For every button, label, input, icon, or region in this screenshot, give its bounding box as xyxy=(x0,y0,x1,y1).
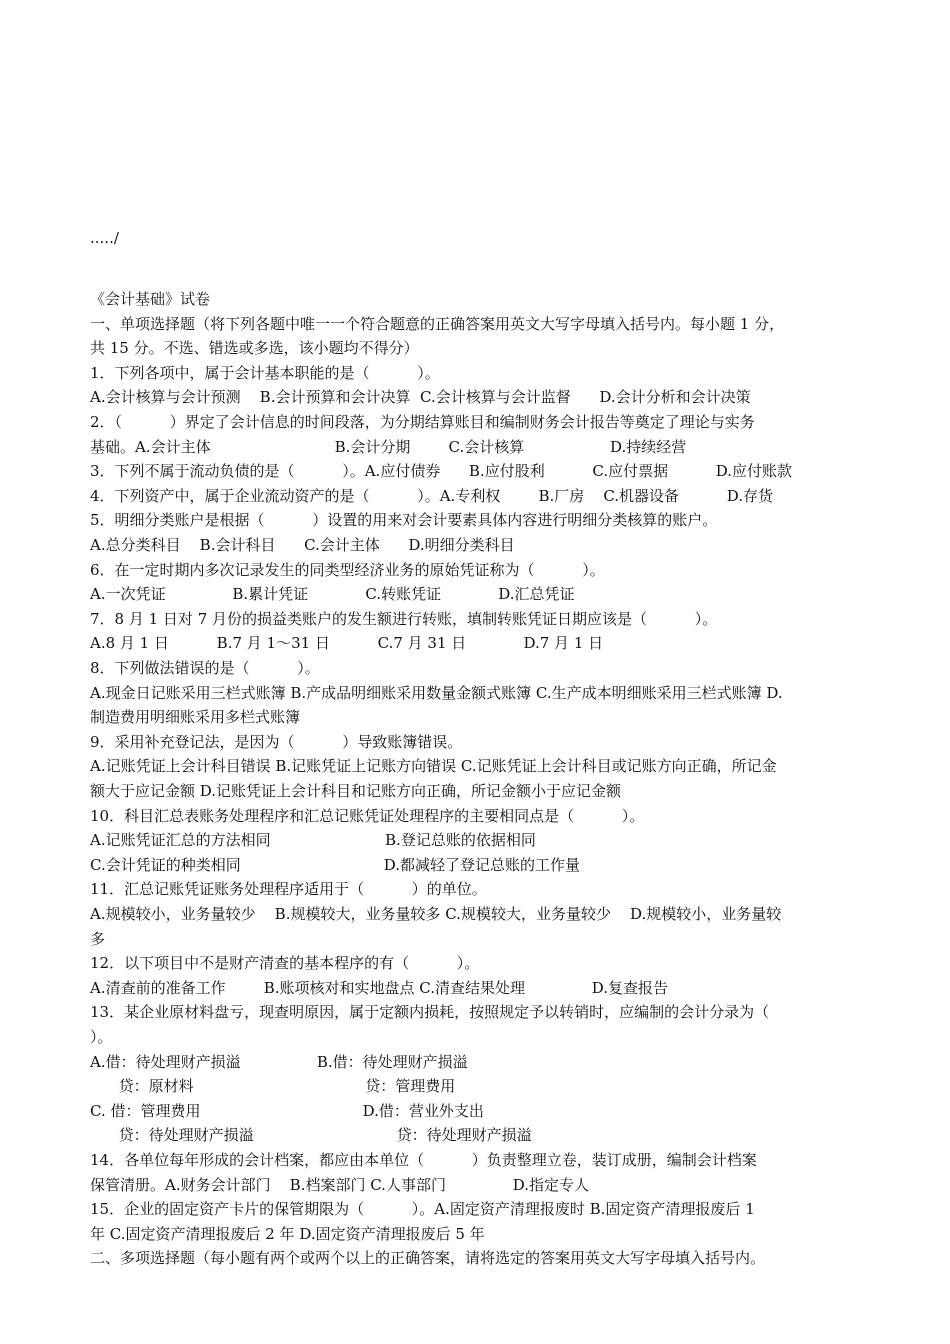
text-line-40: 二、多项选择题（每小题有两个或两个以上的正确答案，请将选定的答案用英文大写字母填入括号内。 xyxy=(90,1249,766,1267)
text-line-11: A.总分类科目 B.会计科目 C.会计主体 D.明细分类科目 xyxy=(90,536,515,554)
text-line-12: 6．在一定时期内多次记录发生的同类型经济业务的原始凭证称为（ ）。 xyxy=(90,561,605,579)
text-line-34: C. 借：管理费用 D.借：营业外支出 xyxy=(90,1102,484,1120)
text-line-27: 多 xyxy=(90,930,106,948)
section-one-heading: 一、单项选择题（将下列各题中唯一一个符合题意的正确答案用英文大写字母填入括号内。每小题 1 分， xyxy=(90,315,785,333)
text-line-38: 15．企业的固定资产卡片的保管期限为（ ）。A.固定资产清理报废时 B.固定资产清理报废后 1 xyxy=(90,1200,755,1218)
text-line-28: 12．以下项目中不是财产清查的基本程序的有（ ）。 xyxy=(90,954,480,972)
text-line-20: A.记账凭证上会计科目错误 B.记账凭证上记账方向错误 C.记账凭证上会计科目或记账方向正确，所记金 xyxy=(90,757,777,775)
header-mark: ...../ xyxy=(90,229,119,247)
text-line-13: A.一次凭证 B.累计凭证 C.转账凭证 D.汇总凭证 xyxy=(90,585,575,603)
text-line-5: A.会计核算与会计预测 B.会计预算和会计决算 C.会计核算与会计监督 D.会计分析和会计决策 xyxy=(90,388,751,406)
text-line-9: 4．下列资产中，属于企业流动资产的是（ ）。A.专利权 B.厂房 C.机器设备 D.存货 xyxy=(90,487,773,505)
text-line-18: 制造费用明细账采用多栏式账簿 xyxy=(90,708,301,726)
text-line-19: 9．采用补充登记法，是因为（ ）导致账簿错误。 xyxy=(90,733,463,751)
section-one-heading-cont: 共 15 分。不选、错选或多选，该小题均不得分） xyxy=(90,339,419,357)
text-line-33: 贷：原材料 贷：管理费用 xyxy=(90,1077,456,1095)
text-line-37: 保管清册。A.财务会计部门 B.档案部门 C.人事部门 D.指定专人 xyxy=(90,1176,589,1194)
text-line-23: A.记账凭证汇总的方法相同 B.登记总账的依据相同 xyxy=(90,831,536,849)
text-line-26: A.规模较小，业务量较少 B.规模较大，业务量较多 C.规模较大，业务量较少 D.规模较小，业务量较 xyxy=(90,905,782,923)
text-line-21: 额大于应记金额 D.记账凭证上会计科目和记账方向正确，所记金额小于应记金额 xyxy=(90,782,622,800)
text-line-36: 14．各单位每年形成的会计档案，都应由本单位（ ）负责整理立卷，装订成册，编制会计档案 xyxy=(90,1151,757,1169)
text-line-4: 1．下列各项中，属于会计基本职能的是（ ）。 xyxy=(90,364,440,382)
text-line-10: 5．明细分类账户是根据（ ）设置的用来对会计要素具体内容进行明细分类核算的账户。 xyxy=(90,511,718,529)
text-line-6: 2．（ ）界定了会计信息的时间段落，为分期结算账目和编制财务会计报告等奠定了理论与实务 xyxy=(90,413,755,431)
text-line-17: A.现金日记账采用三栏式账簿 B.产成品明细账采用数量金额式账簿 C.生产成本明细账采用三栏式账簿 D. xyxy=(90,684,783,702)
text-line-8: 3．下列不属于流动负债的是（ ）。A.应付债券 B.应付股利 C.应付票据 D.应付账款 xyxy=(90,462,793,480)
text-line-31: ）。 xyxy=(90,1028,113,1046)
text-line-29: A.清查前的准备工作 B.账项核对和实地盘点 C.清查结果处理 D.复查报告 xyxy=(90,979,669,997)
text-line-25: 11．汇总记账凭证账务处理程序适用于（ ）的单位。 xyxy=(90,880,487,898)
text-line-24: C.会计凭证的种类相同 D.都减轻了登记总账的工作量 xyxy=(90,856,581,874)
text-line-30: 13．某企业原材料盘亏，现查明原因，属于定额内损耗，按照规定予以转销时，应编制的会计分录为（ xyxy=(90,1003,770,1021)
text-line-15: A.8 月 1 日 B.7 月 1～31 日 C.7 月 31 日 D.7 月 1 日 xyxy=(90,634,604,652)
text-line-16: 8．下列做法错误的是（ ）。 xyxy=(90,659,320,677)
text-line-32: A.借：待处理财产损溢 B.借：待处理财产损溢 xyxy=(90,1053,468,1071)
exam-title: 《会计基础》试卷 xyxy=(90,290,211,308)
text-line-39: 年 C.固定资产清理报废后 2 年 D.固定资产清理报废后 5 年 xyxy=(90,1225,485,1243)
text-line-14: 7．8 月 1 日对 7 月份的损益类账户的发生额进行转账，填制转账凭证日期应该是（ ）。 xyxy=(90,610,718,628)
text-line-7: 基础。A.会计主体 B.会计分期 C.会计核算 D.持续经营 xyxy=(90,438,687,456)
text-line-35: 贷：待处理财产损溢 贷：待处理财产损溢 xyxy=(90,1126,532,1144)
text-line-22: 10．科目汇总表账务处理程序和汇总记账凭证处理程序的主要相同点是（ ）。 xyxy=(90,807,645,825)
